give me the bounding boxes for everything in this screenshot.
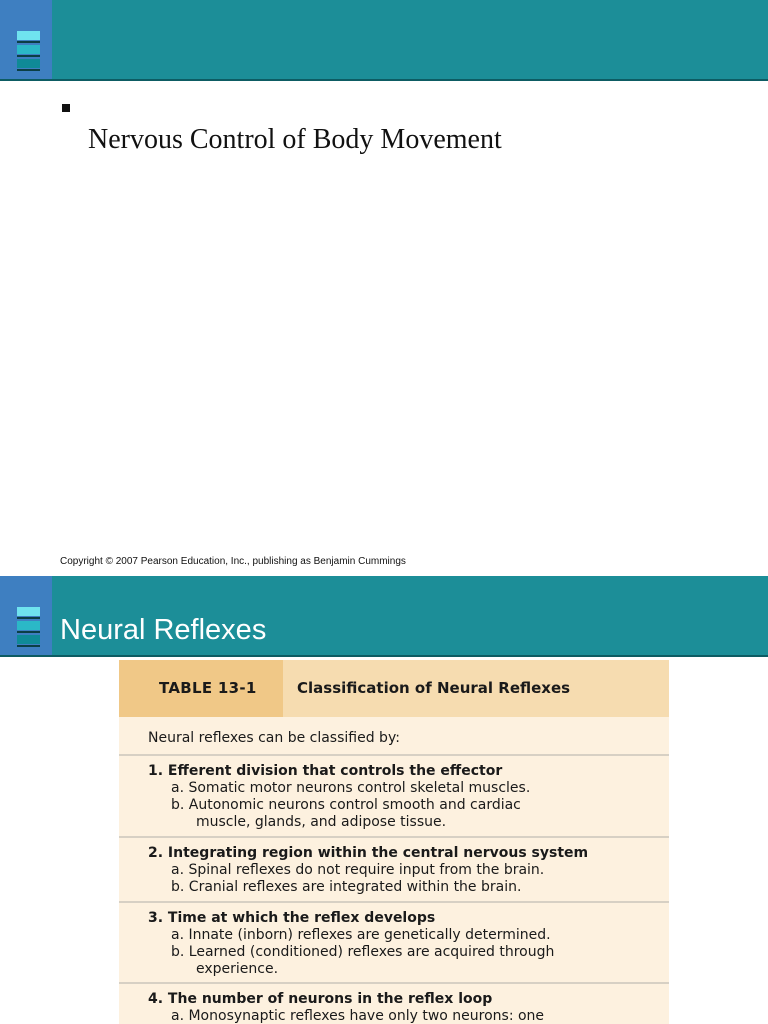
row-divider: [119, 982, 669, 984]
table-section: [148, 845, 588, 896]
section-item: a. Spinal reflexes do not require input from the brain.: [171, 862, 545, 878]
section-heading: 4. The number of neurons in the reflex loop: [148, 991, 493, 1007]
section-item: a. Innate (inborn) reflexes are genetically determined.: [171, 927, 551, 943]
section-item: a. Monosynaptic reflexes have only two neurons: one: [171, 1008, 545, 1024]
logo-icon: [0, 576, 52, 655]
bullet-text: Nervous Control of Body Movement: [88, 124, 502, 155]
section-heading: 2. Integrating region within the central nervous system: [148, 845, 589, 861]
section-item: b. Autonomic neurons control smooth and cardiac: [171, 797, 521, 813]
section-heading: 3. Time at which the reflex develops: [148, 910, 436, 926]
slide-header-bar: [0, 576, 768, 657]
slide-2: [0, 576, 768, 1024]
section-item: b. Cranial reflexes are integrated within the brain.: [171, 879, 522, 895]
table-number-cell: [119, 660, 283, 717]
table-section: [148, 991, 544, 1024]
table-section: [148, 763, 530, 831]
section-item-continuation: experience.: [196, 961, 279, 977]
table-number: TABLE 13-1: [159, 679, 257, 697]
reflex-classification-table: [119, 660, 669, 1024]
row-divider: [119, 901, 669, 903]
copyright-notice: Copyright © 2007 Pearson Education, Inc., publishing as Benjamin Cummings: [60, 556, 406, 567]
table-section: [148, 910, 554, 978]
table-caption: Classification of Neural Reflexes: [297, 679, 571, 697]
row-divider: [119, 754, 669, 756]
table-intro: Neural reflexes can be classified by:: [148, 730, 400, 746]
slide-title: Neural Reflexes: [60, 614, 267, 646]
section-item-continuation: muscle, glands, and adipose tissue.: [196, 814, 447, 830]
row-divider: [119, 836, 669, 838]
logo-icon: [0, 0, 52, 79]
section-item: a. Somatic motor neurons control skeletal muscles.: [171, 780, 531, 796]
slide-header-bar: [0, 0, 768, 81]
section-item: b. Learned (conditioned) reflexes are acquired through: [171, 944, 555, 960]
section-heading: 1. Efferent division that controls the effector: [148, 763, 503, 779]
square-bullet-icon: [62, 104, 70, 112]
table-header: [119, 660, 669, 717]
